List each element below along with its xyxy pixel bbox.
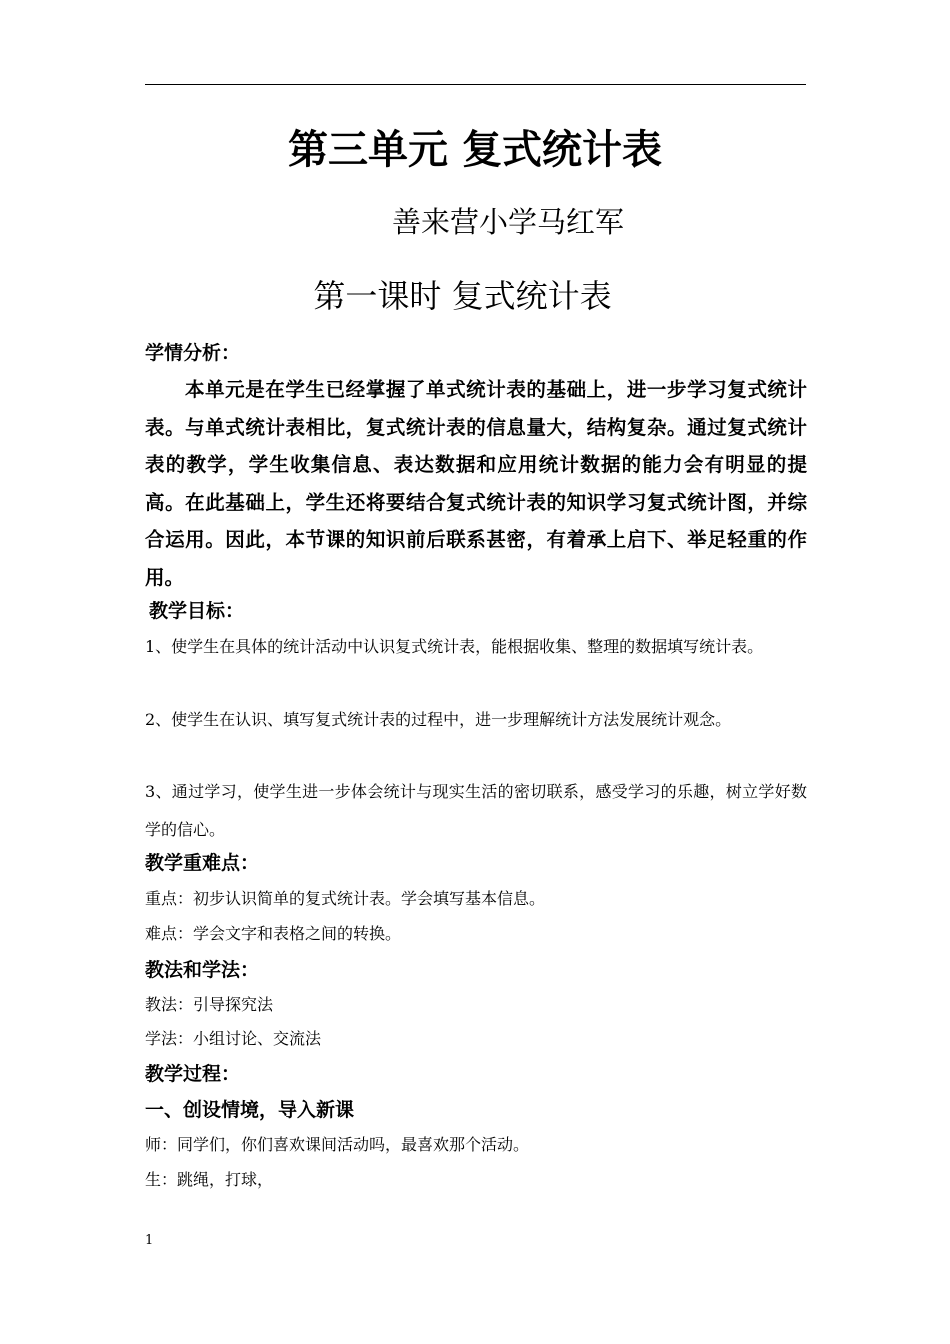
key-point: 重点：初步认识简单的复式统计表。学会填写基本信息。	[145, 889, 546, 908]
goal-2: 2、使学生在认识、填写复式统计表的过程中，进一步理解统计方法发展统计观念。	[145, 710, 732, 729]
page-number: 1	[145, 1233, 154, 1248]
teaching-method: 教法：引导探究法	[145, 995, 274, 1014]
analysis-paragraph	[145, 371, 807, 596]
analysis-text: 本单元是在学生已经掌握了单式统计表的基础上，进一步学习复式统计表。与单式统计表相比，复式统计表的信息量大，结构复杂。通过复式统计表的教学，学生收集信息、表达数据和应用统计数据的能力会有明显的提高。在此基础上，学生还将要结合复式统计表的知识学习复式统计图，并综合运用。因此，本节课的知识前后联系甚密，有着承上启下、举足轻重的作用。	[145, 378, 807, 589]
methods-heading: 教法和学法：	[145, 959, 260, 981]
keypoints-heading: 教学重难点：	[145, 852, 260, 874]
goal-1: 1、使学生在具体的统计活动中认识复式统计表，能根据收集、整理的数据填写统计表。	[145, 637, 764, 656]
learning-method: 学法：小组讨论、交流法	[145, 1029, 322, 1048]
teacher-line: 师：同学们，你们喜欢课间活动吗，最喜欢那个活动。	[145, 1135, 530, 1154]
lesson-title: 第一课时 复式统计表	[313, 277, 612, 315]
goal-3: 3、通过学习，使学生进一步体会统计与现实生活的密切联系，感受学习的乐趣，树立学好数学的信心。	[145, 782, 807, 839]
student-line: 生：跳绳，打球，	[145, 1170, 274, 1189]
header-rule	[145, 84, 806, 85]
author-line: 善来营小学马红军	[392, 205, 625, 239]
difficult-point: 难点：学会文字和表格之间的转换。	[145, 924, 402, 943]
goals-heading: 教学目标：	[149, 600, 245, 622]
unit-title: 第三单元 复式统计表	[288, 127, 662, 173]
step-1-heading: 一、创设情境，导入新课	[145, 1099, 355, 1121]
analysis-heading: 学情分析：	[145, 342, 241, 364]
process-heading: 教学过程：	[145, 1063, 241, 1085]
